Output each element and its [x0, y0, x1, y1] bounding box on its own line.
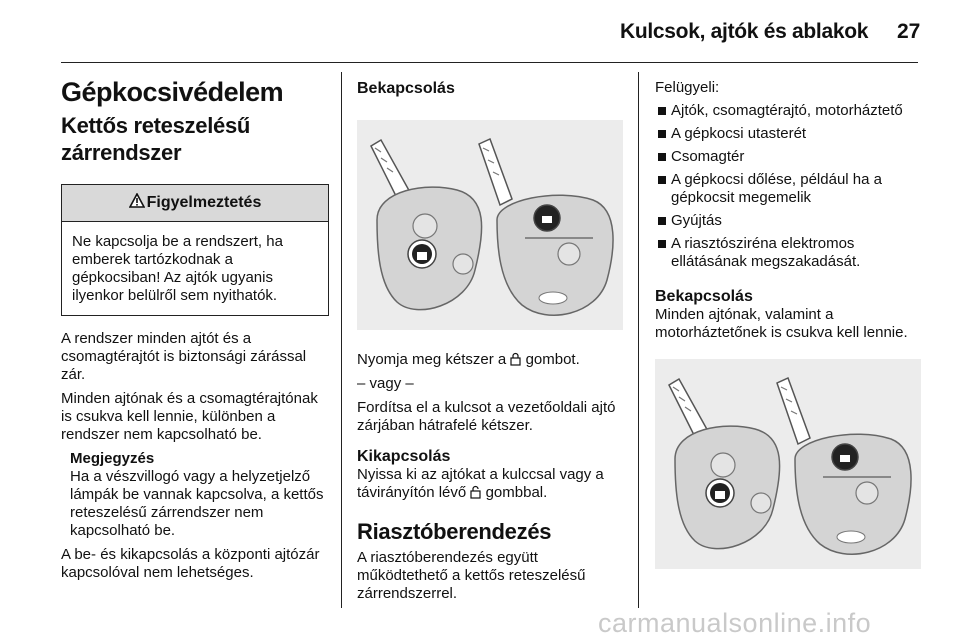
page-number: 27 [897, 20, 921, 43]
warning-text: Ne kapcsolja be a rendszert, ha emberek tartózkodnak a gépkocsiban! Az ajtók ugyanis ilyenkor belülről sem nyithatók. [72, 233, 283, 304]
list-item: Ajtók, csomagtérajtó, motorháztető [655, 102, 921, 120]
list-item: A gépkocsi utasterét [655, 125, 921, 143]
list-item: Csomagtér [655, 148, 921, 166]
paragraph-doors-closed: Minden ajtónak és a csomagtérajtónak is csukva kell lennie, különben a rendszer nem kapcsolható be. [61, 390, 318, 443]
activation-requirements: Minden ajtónak, valamint a motorháztetőnek is csukva kell lennie. [655, 306, 908, 341]
paragraph-system-locks: A rendszer minden ajtót és a csomagtérajtót is biztonsági zárással zár. [61, 330, 307, 383]
note-block [61, 450, 329, 540]
column-divider-left [341, 72, 342, 608]
warning-title: Figyelmeztetés [146, 194, 262, 211]
remote-key-figure [357, 120, 623, 330]
warning-header [62, 185, 328, 222]
press-text: Nyomja meg kétszer a [357, 351, 507, 368]
unlock-icon [470, 485, 481, 499]
unlock-text: Nyissa ki az ajtókat a kulccsal vagy a távirányítón lévő [357, 466, 604, 501]
subsection-title: Kettős reteszelésű zárrendszer [61, 113, 251, 165]
remote-key-figure-alarm [655, 359, 921, 569]
running-header-title: Kulcsok, ajtók és ablakok [620, 20, 869, 43]
lock-icon [510, 352, 521, 366]
column-divider-right [638, 72, 639, 608]
monitors-list [655, 102, 921, 271]
warning-box [61, 184, 329, 316]
middle-column [357, 72, 623, 603]
paragraph-central-lock: A be- és kikapcsolás a központi ajtózár kapcsolóval nem lehetséges. [61, 546, 320, 581]
heading-deactivation: Kikapcsolás [357, 448, 451, 465]
right-column [655, 72, 921, 569]
or-separator: – vagy – [357, 375, 414, 392]
heading-activation: Bekapcsolás [357, 80, 455, 97]
monitors-label: Felügyeli: [655, 79, 720, 96]
watermark: carmanualsonline.info [598, 608, 872, 638]
instruction-turn-key: Fordítsa el a kulcsot a vezetőoldali ajtó zárjában hátrafelé kétszer. [357, 399, 616, 434]
instruction-press-twice [357, 351, 623, 369]
list-item: A gépkocsi dőlése, például ha a gépkocsit megemelik [655, 171, 921, 207]
section-title: Gépkocsivédelem [61, 77, 284, 107]
list-item: Gyújtás [655, 212, 921, 230]
alarm-description: A riasztóberendezés együtt működtethető a kettős reteszelésű zárrendszerrel. [357, 549, 586, 602]
note-text: Ha a vészvillogó vagy a helyzetjelző lámpák be vannak kapcsolva, a kettős reteszelésű zárrendszer nem kapcsolható be. [70, 468, 324, 539]
header-rule [61, 62, 918, 63]
heading-activation-alarm: Bekapcsolás [655, 288, 753, 305]
instruction-unlock [357, 466, 623, 502]
list-item: A riasztósziréna elektromos ellátásának megszakadását. [655, 235, 921, 271]
unlock-text-end: gombbal. [485, 484, 548, 501]
press-text-end: gombot. [525, 351, 580, 368]
alarm-heading: Riasztóberendezés [357, 519, 552, 544]
note-title: Megjegyzés [70, 450, 155, 467]
left-column [61, 72, 329, 582]
